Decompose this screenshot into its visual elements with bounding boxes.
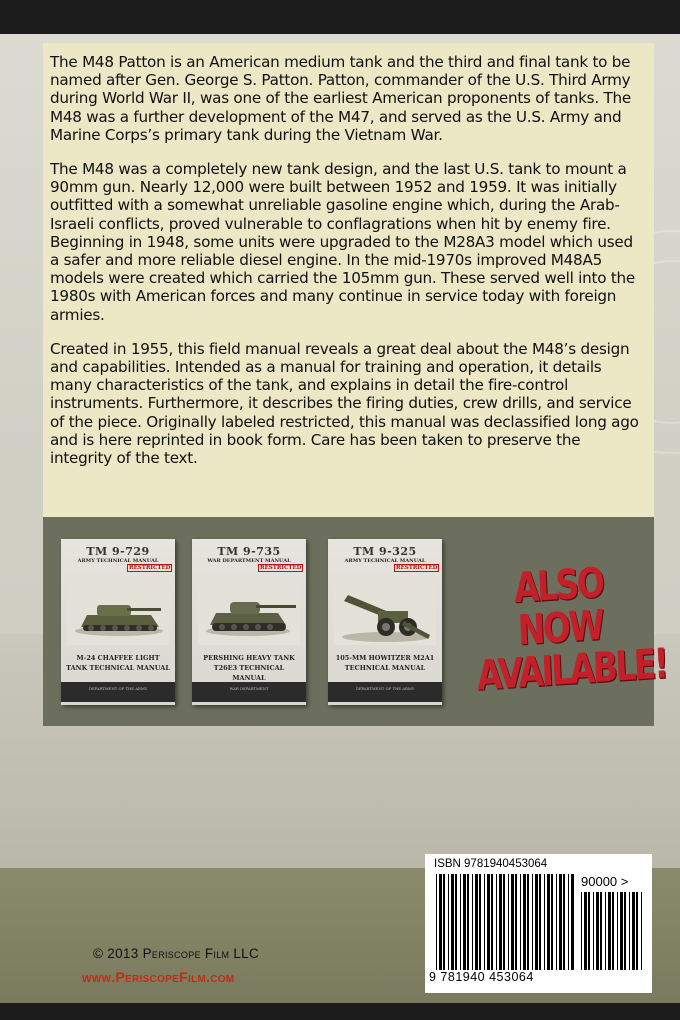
- top-band: [0, 0, 680, 34]
- barcode-bar: [535, 874, 538, 970]
- book-subtitle: ARMY TECHNICAL MANUAL: [77, 558, 159, 564]
- barcode-bar: [479, 874, 481, 970]
- barcode-bar: [503, 874, 505, 970]
- description-box: [43, 43, 654, 517]
- barcode-bar: [563, 874, 565, 970]
- publisher-website[interactable]: www.PeriscopeFilm.com: [82, 969, 235, 985]
- barcode-bar: [568, 874, 569, 970]
- barcode-bar: [641, 892, 642, 970]
- barcode-bar: [491, 874, 493, 970]
- barcode-bar: [439, 874, 442, 970]
- isbn-digits: 9 781940 453064: [429, 970, 534, 984]
- book-footer: DEPARTMENT OF THE ARMY: [61, 682, 175, 702]
- barcode-bar: [487, 874, 490, 970]
- description-paragraph: Created in 1955, this field manual reveals a great deal about the M48’s design and capabilities. Intended as a manual for training and operation, it details many characteristics of the tank, and explains in detail the fire-control instruments. Furthermore, it describes the firing duties, crew drills, and service of the piece. Originally labeled restricted, this manual was declassified long ago and is here reprinted in book form. Care has been taken to preserve the integrity of the text.: [50, 339, 639, 468]
- barcode-bar: [556, 874, 557, 970]
- barcode-bar: [467, 874, 469, 970]
- book-title: M-24 CHAFFEE LIGHT TANK TECHNICAL MANUAL: [66, 654, 170, 672]
- barcode-bar: [559, 874, 562, 970]
- barcode-bar: [436, 874, 437, 970]
- restricted-stamp: RESTRICTED: [260, 565, 302, 571]
- howitzer-illustration-icon: [334, 577, 436, 645]
- book-cover-tm-9-325: [328, 539, 442, 705]
- barcode-bar: [608, 892, 611, 970]
- tank-illustration-icon: [67, 577, 169, 645]
- barcode-bar: [539, 874, 541, 970]
- barcode-bar: [484, 874, 485, 970]
- description-paragraph: The M48 Patton is an American medium tank and the third and final tank to be named after Gen. George S. Patton. Patton, commander of the U.S. Third Army during World War II, was one of the earliest American proponents of tanks. The M48 was a further development of the M47, and served as the U.S. Army and Marine Corps’s primary tank during the Vietnam War.: [50, 53, 631, 144]
- barcode-bar: [527, 874, 529, 970]
- barcode-bar: [443, 874, 445, 970]
- barcode-bar: [612, 892, 614, 970]
- barcode-bar: [620, 892, 623, 970]
- book-subtitle: ARMY TECHNICAL MANUAL: [344, 558, 426, 564]
- description-paragraph: The M48 was a completely new tank design, and the last U.S. tank to mount a 90mm gun. Nearly 12,000 were built between 1952 and 1959. It was initially outfitted with a somewhat unreliable gasoline engine which, during the Arab-Israeli conflicts, proved vulnerable to conflagrations when hit by enemy fire. Beginning in 1948, some units were upgraded to the M28A3 model which used a safer and more reliable diesel engine. In the mid-1970s improved M48A5 models were created which carried the 105mm gun. These served well into the 1980s with American forces and many continue in service today with foreign armies.: [50, 160, 635, 324]
- barcode-bar: [617, 892, 618, 970]
- barcode-bar: [475, 874, 478, 970]
- isbn-barcode: [425, 854, 652, 993]
- book-tm-number: TM 9-325: [353, 545, 417, 558]
- barcode-bar: [547, 874, 550, 970]
- barcode-bar: [455, 874, 457, 970]
- barcode-bar: [605, 892, 606, 970]
- barcode-bar: [588, 892, 590, 970]
- barcode-bar: [593, 892, 594, 970]
- barcode-bar: [629, 892, 630, 970]
- headline-line: ALSO NOW: [513, 557, 604, 655]
- barcode-bar: [624, 892, 626, 970]
- book-footer: WAR DEPARTMENT: [192, 682, 306, 702]
- barcode-bar: [515, 874, 517, 970]
- book-title: PERSHING HEAVY TANK T26E3 TECHNICAL MANUAL: [203, 654, 295, 682]
- barcode-bar: [632, 892, 635, 970]
- price-barcode-icon: [581, 892, 643, 970]
- book-subtitle: WAR DEPARTMENT MANUAL: [207, 558, 291, 564]
- barcode-bar: [600, 892, 602, 970]
- restricted-stamp: RESTRICTED: [396, 565, 438, 571]
- barcode-bar: [544, 874, 545, 970]
- price-code-digits: 90000: [581, 874, 618, 889]
- barcode-bar: [463, 874, 466, 970]
- barcode-bar: [511, 874, 514, 970]
- barcode-bar: [472, 874, 473, 970]
- barcode-bar: [508, 874, 509, 970]
- barcode-bar: [571, 874, 574, 970]
- also-available-panel: [43, 517, 668, 726]
- barcode-bar: [496, 874, 497, 970]
- barcode-bar: [551, 874, 553, 970]
- book-cover-tm-9-735: [192, 539, 306, 705]
- barcode-bar: [448, 874, 449, 970]
- tank-illustration-icon: [198, 577, 300, 645]
- isbn-label: ISBN 9781940453064: [434, 858, 548, 870]
- barcode-bar: [581, 892, 582, 970]
- barcode-bar: [523, 874, 526, 970]
- barcode-bar: [636, 892, 638, 970]
- book-tm-number: TM 9-729: [86, 545, 150, 558]
- book-tm-number: TM 9-735: [217, 545, 281, 558]
- barcode-bar: [451, 874, 454, 970]
- also-now-available-headline: [472, 557, 668, 700]
- book-footer: DEPARTMENT OF THE ARMY: [328, 682, 442, 702]
- copyright-notice: © 2013 Periscope Film LLC: [93, 946, 260, 961]
- barcode-bar: [460, 874, 461, 970]
- price-code: [581, 874, 628, 889]
- barcode-bar: [499, 874, 502, 970]
- barcode-bar: [532, 874, 533, 970]
- headline-line: AVAILABLE!: [475, 638, 668, 700]
- barcode-bar: [596, 892, 599, 970]
- barcode-bar: [520, 874, 521, 970]
- bottom-band: [0, 1003, 680, 1020]
- restricted-stamp: RESTRICTED: [129, 565, 171, 571]
- book-cover-tm-9-729: [61, 539, 175, 705]
- book-title: 105-MM HOWITZER M2A1 TECHNICAL MANUAL: [335, 654, 435, 672]
- price-marker: >: [620, 874, 629, 889]
- barcode-bar: [584, 892, 587, 970]
- ean13-barcode-icon: [436, 874, 574, 970]
